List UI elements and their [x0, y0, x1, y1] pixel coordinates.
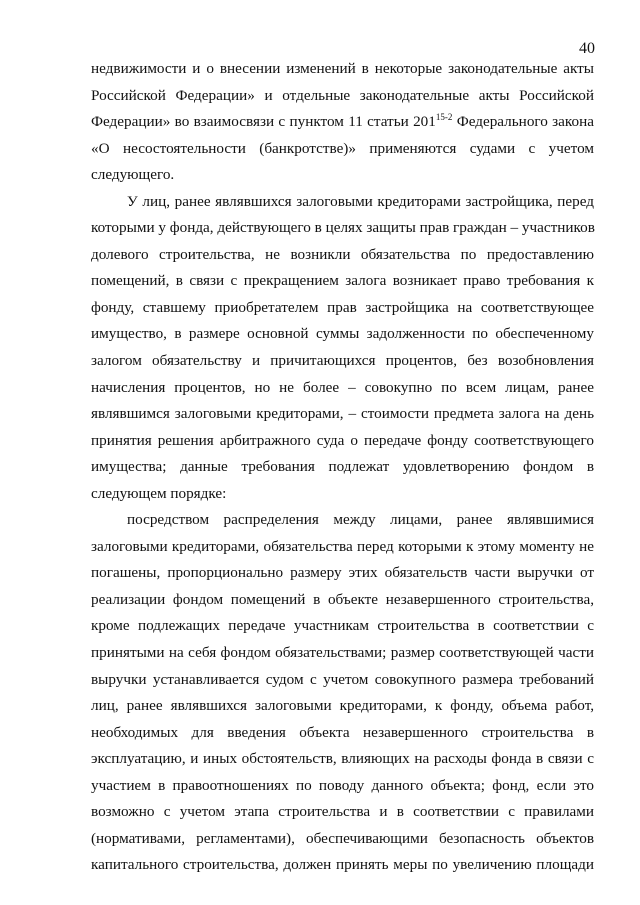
- text-line: имущества; данные требования подлежат удовлетворению фондом в: [91, 458, 594, 476]
- text-line: принятыми на себя фондом обязательствами; размер соответствующей части: [91, 644, 594, 662]
- text-line: фонду, ставшему приобретателем прав застройщика на соответствующее: [91, 298, 594, 316]
- text-line: лиц, ранее являвшихся залоговыми кредиторами, к фонду, объема работ,: [91, 697, 594, 715]
- text-line: «О несостоятельности (банкротстве)» применяются судами с учетом: [91, 139, 594, 157]
- document-body: [91, 56, 594, 879]
- text-line: которыми у фонда, действующего в целях защиты прав граждан – участников: [91, 219, 595, 237]
- text-line: следующего.: [91, 166, 175, 184]
- text-line: (нормативами, регламентами), обеспечивающими безопасность объектов: [91, 829, 594, 847]
- text-line: долевого строительства, не возникли обязательства по предоставлению: [91, 245, 594, 263]
- text-line: Российской Федерации» и отдельные законодательные акты Российской: [91, 86, 594, 104]
- text-line: имущество, в размере основной суммы задолженности по обеспеченному: [91, 325, 594, 343]
- text-line: погашены, пропорционально размеру этих обязательств части выручки от: [91, 564, 594, 582]
- text-line: кроме подлежащих передаче участникам строительства в соответствии с: [91, 617, 594, 635]
- text-line: залогом обязательству и причитающихся процентов, без возобновления: [91, 352, 594, 370]
- text-line-part: Федерации» во взаимосвязи с пунктом 11 статьи 201: [91, 113, 436, 131]
- text-line: принятия решения арбитражного суда о передаче фонду соответствующего: [91, 431, 594, 449]
- text-line: начисления процентов, но не более – совокупно по всем лицам, ранее: [91, 378, 594, 396]
- text-line: необходимых для введения объекта незавершенного строительства в: [91, 723, 594, 741]
- text-line: следующем порядке:: [91, 484, 227, 502]
- text-line: залоговыми кредиторами, обязательства перед которыми к этому моменту не: [91, 537, 594, 555]
- text-line: недвижимости и о внесении изменений в некоторые законодательные акты: [91, 60, 594, 77]
- page-number: 40: [579, 40, 595, 57]
- text-line-with-superscript: [91, 109, 594, 136]
- text-line: возможно с учетом этапа строительства и в соответствии с правилами: [91, 803, 594, 821]
- text-line: помещений, в связи с прекращением залога возникает право требования к: [91, 272, 594, 290]
- text-line: выручки устанавливается судом с учетом совокупного размера требований: [91, 670, 594, 688]
- text-line-part: Федерального закона: [452, 113, 594, 131]
- text-line: являвшимся залоговыми кредиторами, – стоимости предмета залога на день: [91, 405, 594, 423]
- paragraph-first-line: У лиц, ранее являвшихся залоговыми кредиторами застройщика, перед: [127, 192, 594, 210]
- text-line: капитального строительства, должен принять меры по увеличению площади: [91, 856, 594, 874]
- text-line: реализации фондом помещений в объекте незавершенного строительства,: [91, 590, 594, 608]
- article-superscript: 15-2: [435, 112, 453, 123]
- text-line: эксплуатацию, и иных обстоятельств, влияющих на расходы фонда в связи с: [91, 750, 594, 768]
- text-line: участием в правоотношениях по поводу данного объекта; фонд, если это: [91, 776, 594, 794]
- paragraph-first-line: посредством распределения между лицами, ранее являвшимися: [127, 511, 594, 529]
